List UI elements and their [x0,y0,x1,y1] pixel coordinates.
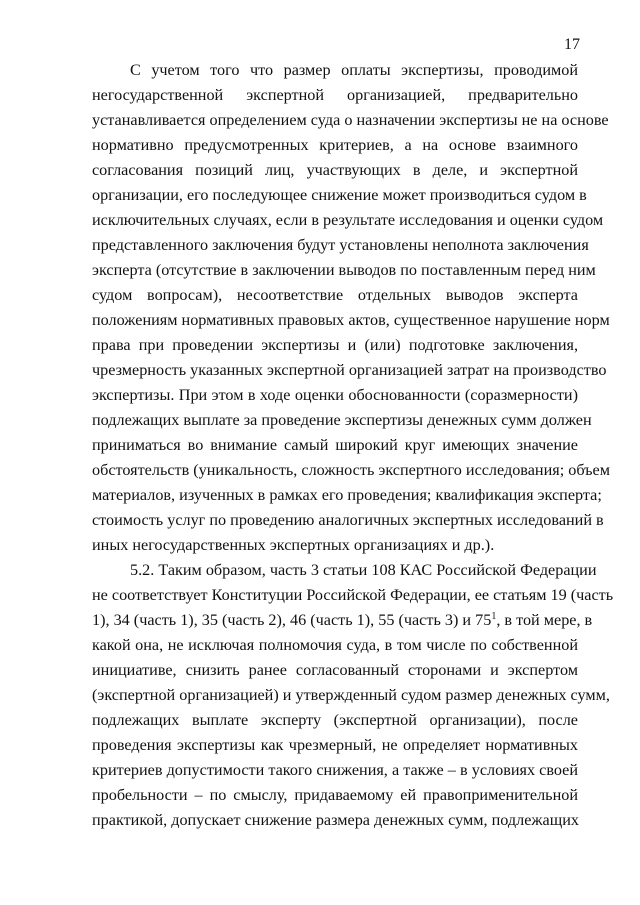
text-line [92,608,593,633]
text-line: права при проведении экспертизы и (или) подготовке заключения, [92,336,578,354]
document-body [92,58,614,833]
text-line: организации, его последующее снижение может производиться судом в [92,186,587,204]
text-line: экспертизы. При этом в ходе оценки обоснованности (соразмерности) [92,386,578,404]
text-line: какой она, не исключая полномочия суда, в том числе по собственной [92,636,578,654]
text-line: иных негосударственных экспертных организациях и др.). [92,536,495,554]
text-line: С учетом того что размер оплаты экспертизы, проводимой [130,61,578,79]
text-line: обстоятельств (уникальность, сложность экспертного исследования; объем [92,461,610,479]
text-line: 5.2. Таким образом, часть 3 статьи 108 КАС Российской Федерации [130,561,597,579]
text-segment: 1), 34 (часть 1), 35 (часть 2), 46 (часть 1), 55 (часть 3) и 75 [92,611,492,629]
text-segment: , в той мере, в [496,611,593,629]
text-line: инициативе, снизить ранее согласованный сторонами и экспертом [92,661,578,679]
text-line: пробельности – по смыслу, придаваемому ей правоприменительной [92,786,578,804]
text-line: нормативно предусмотренных критериев, а на основе взаимного [92,136,578,154]
text-line: материалов, изученных в рамках его проведения; квалификация эксперта; [92,486,602,504]
text-line: представленного заключения будут установлены неполнота заключения [92,236,589,254]
text-line: чрезмерность указанных экспертной организацией затрат на производство [92,361,607,379]
text-line: стоимость услуг по проведению аналогичных экспертных исследований в [92,511,604,529]
text-line: подлежащих выплате эксперту (экспертной организации), после [92,711,578,729]
text-line: подлежащих выплате за проведение экспертизы денежных сумм должен [92,411,592,429]
paragraph-fee-reduction [92,58,610,558]
text-line: критериев допустимости такого снижения, а также – в условиях своей [92,761,578,779]
text-line: исключительных случаях, если в результате исследования и оценки судом [92,211,604,229]
text-line: проведения экспертизы как чрезмерный, не определяет нормативных [92,736,578,754]
page-number: 17 [564,36,580,53]
text-line: эксперта (отсутствие в заключении выводов по поставленным перед ним [92,261,596,279]
text-line: негосударственной экспертной организацией, предварительно [92,86,578,104]
text-line: (экспертной организацией) и утвержденный судом размер денежных сумм, [92,686,610,704]
text-line: не соответствует Конституции Российской Федерации, ее статьям 19 (часть [92,586,614,604]
text-line: судом вопросам), несоответствие отдельных выводов эксперта [92,286,578,304]
article-superscript: 1 [491,611,497,622]
text-line: приниматься во внимание самый широкий круг имеющих значение [92,436,578,454]
paragraph-conclusion-5-2 [92,558,614,833]
text-line: устанавливается определением суда о назначении экспертизы не на основе [92,111,609,129]
text-line: согласования позиций лиц, участвующих в деле, и экспертной [92,161,578,179]
text-line: положениям нормативных правовых актов, существенное нарушение норм [92,311,610,329]
text-line: практикой, допускает снижение размера денежных сумм, подлежащих [92,811,579,829]
